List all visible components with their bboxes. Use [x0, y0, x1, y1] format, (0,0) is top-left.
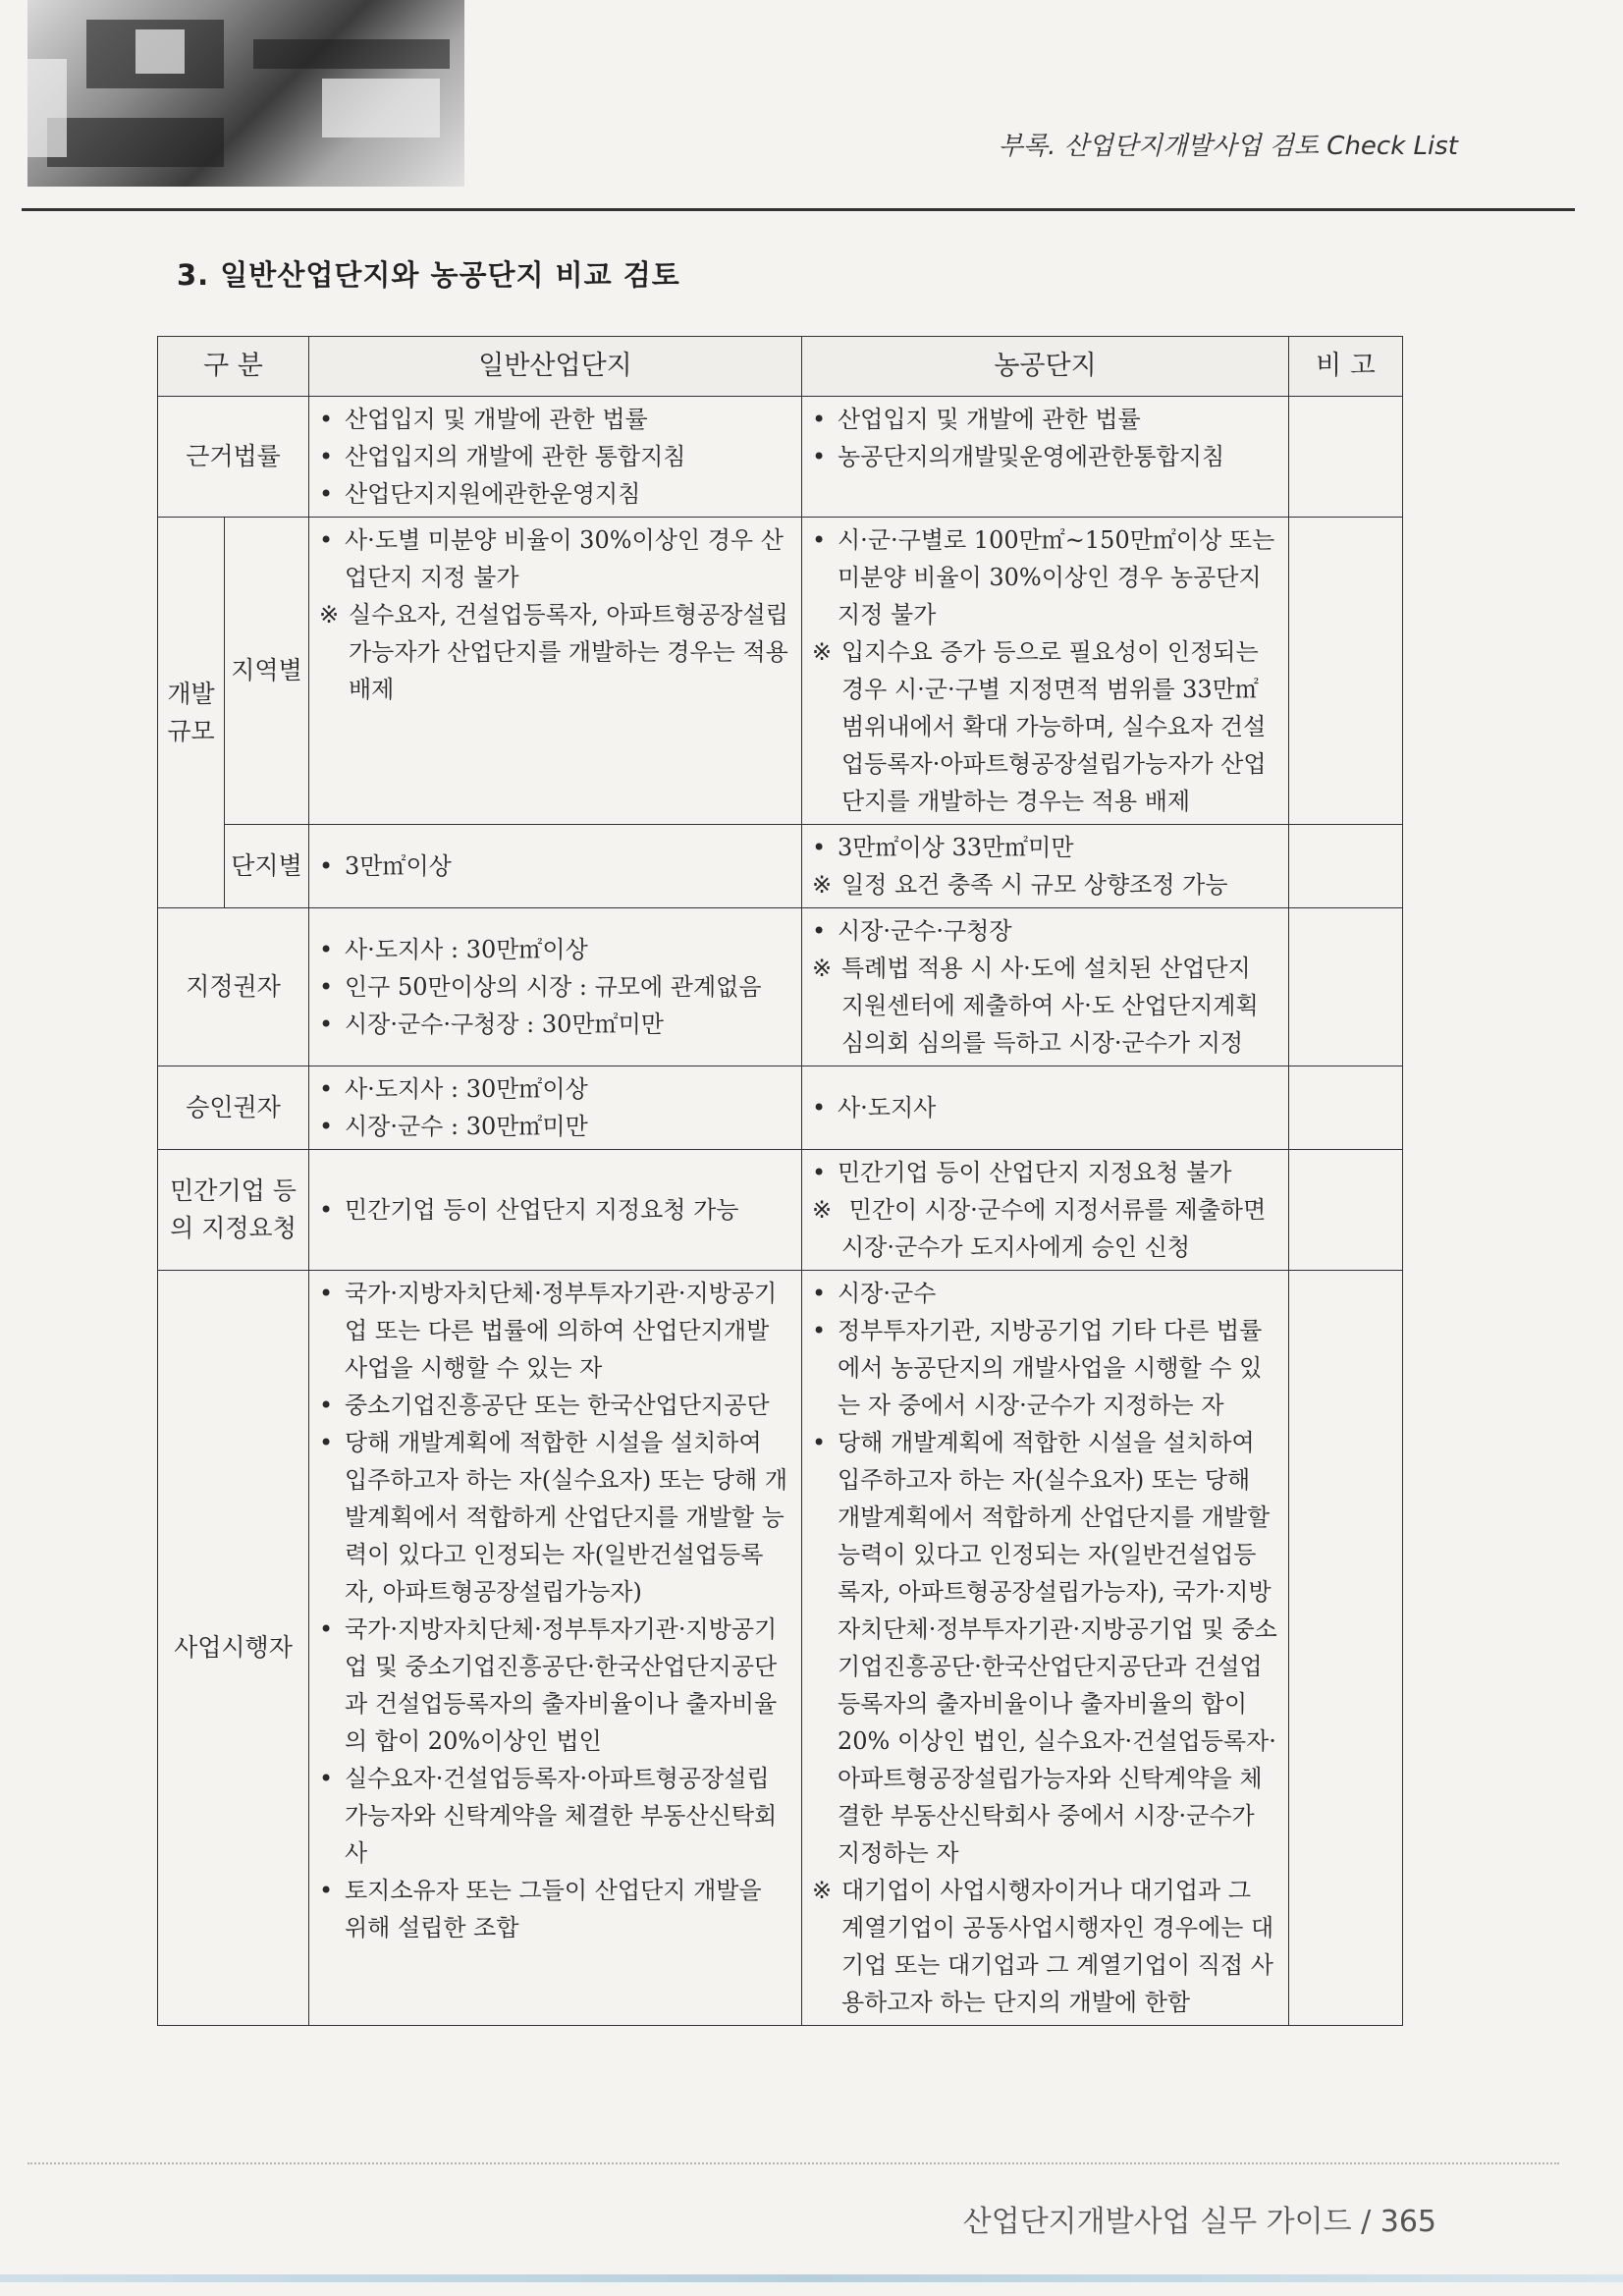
cell-remark [1289, 908, 1403, 1066]
list-item: • 산업입지 및 개발에 관한 법률 [812, 406, 1141, 433]
note-item: ※ 민간이 시장·군수에 지정서류를 제출하면 시장·군수가 도지사에게 승인 신청 [812, 1196, 1267, 1261]
list-item: • 시장·군수 : 30만㎡미만 [319, 1113, 588, 1140]
cell-designation-agro [802, 908, 1289, 1066]
list-item: • 국가·지방자치단체·정부투자기관·지방공기업 및 중소기업진흥공단·한국산업단지공단과 건설업등록자의 출자비율이나 출자비율의 합이 20%이상인 법인 [319, 1615, 778, 1755]
list-item: • 사·도지사 : 30만㎡이상 [319, 936, 588, 963]
footer-page-label: 산업단지개발사업 실무 가이드 / 365 [962, 2205, 1436, 2239]
cell-region-agro [802, 518, 1289, 825]
list-item: • 시장·군수 [812, 1280, 937, 1307]
row-label-designation: 지정권자 [158, 908, 309, 1066]
cell-designation-general [309, 908, 802, 1066]
cell-basis-general [309, 397, 802, 518]
table-row [158, 825, 1403, 908]
table-row [158, 1150, 1403, 1271]
list-item: • 3만㎡이상 [319, 852, 452, 880]
row-label-operator: 사업시행자 [158, 1271, 309, 2026]
list-item: • 산업입지의 개발에 관한 통합지침 [319, 443, 686, 470]
note-item: ※ 실수요자, 건설업등록자, 아파트형공장설립가능자가 산업단지를 개발하는 경우는 적용 배제 [319, 601, 788, 703]
row-label-private-request: 민간기업 등의 지정요청 [158, 1150, 309, 1271]
list-item: • 산업단지지원에관한운영지침 [319, 480, 641, 508]
row-label-region: 지역별 [225, 518, 309, 825]
cell-approval-general [309, 1066, 802, 1150]
list-item: • 농공단지의개발및운영에관한통합지침 [812, 443, 1225, 470]
list-item: • 시장·군수·구청장 [812, 917, 1012, 945]
header-photo [27, 0, 464, 187]
table-row [158, 518, 1403, 825]
header-agro-complex: 농공단지 [802, 337, 1289, 397]
cell-complex-agro [802, 825, 1289, 908]
cell-remark [1289, 518, 1403, 825]
table-row [158, 397, 1403, 518]
header-category: 구 분 [158, 337, 309, 397]
list-item: • 당해 개발계획에 적합한 시설을 설치하여 입주하고자 하는 자(실수요자) 또는 당해 개발계획에서 적합하게 산업단지를 개발할 능력이 있다고 인정되는 자(일반건설업등록자, 아파트형공장설립가능자) [319, 1429, 787, 1606]
list-item: • 민간기업 등이 산업단지 지정요청 가능 [319, 1196, 739, 1224]
list-item: • 시장·군수·구청장 : 30만㎡미만 [319, 1011, 664, 1038]
list-item: • 토지소유자 또는 그들이 산업단지 개발을 위해 설립한 조합 [319, 1877, 762, 1941]
cell-remark [1289, 397, 1403, 518]
cell-complex-general [309, 825, 802, 908]
cell-private-request-general [309, 1150, 802, 1271]
table-row [158, 1066, 1403, 1150]
row-label-complex: 단지별 [225, 825, 309, 908]
cell-region-general [309, 518, 802, 825]
comparison-table [157, 336, 1403, 2026]
table-header-row [158, 337, 1403, 397]
list-item: • 당해 개발계획에 적합한 시설을 설치하여 입주하고자 하는 자(실수요자) 또는 당해 개발계획에서 적합하게 산업단지를 개발할 능력이 있다고 인정되는 자(일반건설업등록자, 아파트형공장설립가능자), 국가·지방자치단체·정부투자기관·지방공기업 및 중소기업진흥공단·한국산업단지공단과 건설업등록자의 출자비율이나 출자비율의 합이 20% 이상인 법인, 실수요자·건설업등록자·아파트형공장설립가능자와 신탁계약을 체결한 부동산신탁회사 중에서 시장·군수가 지정하는 자 [812, 1429, 1277, 1867]
cell-private-request-agro [802, 1150, 1289, 1271]
cell-remark [1289, 1066, 1403, 1150]
cell-remark [1289, 825, 1403, 908]
row-label-scale: 개발 규모 [158, 518, 225, 908]
list-item: • 민간기업 등이 산업단지 지정요청 불가 [812, 1159, 1232, 1186]
list-item: • 사·도지사 : 30만㎡이상 [319, 1075, 588, 1103]
note-item: ※ 일정 요건 충족 시 규모 상향조정 가능 [812, 871, 1228, 899]
cell-operator-agro [802, 1271, 1289, 2026]
header-title: 부록. 산업단지개발사업 검토 Check List [998, 132, 1458, 161]
list-item: • 산업입지 및 개발에 관한 법률 [319, 406, 648, 433]
cell-approval-agro [802, 1066, 1289, 1150]
table-row [158, 1271, 1403, 2026]
list-item: • 중소기업진흥공단 또는 한국산업단지공단 [319, 1392, 770, 1419]
list-item: • 실수요자·건설업등록자·아파트형공장설립가능자와 신탁계약을 체결한 부동산신탁회사 [319, 1765, 778, 1867]
header-remark: 비 고 [1289, 337, 1403, 397]
header-general-complex: 일반산업단지 [309, 337, 802, 397]
list-item: • 3만㎡이상 33만㎡미만 [812, 834, 1074, 861]
list-item: • 정부투자기관, 지방공기업 기타 다른 법률에서 농공단지의 개발사업을 시행할 수 있는 자 중에서 시장·군수가 지정하는 자 [812, 1317, 1263, 1419]
list-item: • 시·군·구별로 100만㎡~150만㎡이상 또는 미분양 비율이 30%이상인 경우 농공단지 지정 불가 [812, 526, 1275, 629]
section-title: 3. 일반산업단지와 농공단지 비교 검토 [177, 258, 680, 292]
bottom-band [0, 2274, 1623, 2282]
note-item: ※ 특례법 적용 시 사·도에 설치된 산업단지 지원센터에 제출하여 사·도 산업단지계획 심의회 심의를 득하고 시장·군수가 지정 [812, 955, 1259, 1057]
list-item: • 국가·지방자치단체·정부투자기관·지방공기업 또는 다른 법률에 의하여 산업단지개발사업을 시행할 수 있는 자 [319, 1280, 778, 1382]
list-item: • 인구 50만이상의 시장 : 규모에 관계없음 [319, 973, 762, 1001]
note-item: ※ 대기업이 사업시행자이거나 대기업과 그 계열기업이 공동사업시행자인 경우에는 대기업 또는 대기업과 그 계열기업이 직접 사용하고자 하는 단지의 개발에 한함 [812, 1877, 1274, 2016]
table-row [158, 908, 1403, 1066]
list-item: • 사·도지사 [812, 1094, 937, 1121]
cell-remark [1289, 1150, 1403, 1271]
row-label-basis: 근거법률 [158, 397, 309, 518]
cell-remark [1289, 1271, 1403, 2026]
row-label-approval: 승인권자 [158, 1066, 309, 1150]
cell-basis-agro [802, 397, 1289, 518]
footer-divider [27, 2162, 1559, 2164]
cell-operator-general [309, 1271, 802, 2026]
note-item: ※ 입지수요 증가 등으로 필요성이 인정되는 경우 시·군·구별 지정면적 범위를 33만㎡ 범위내에서 확대 가능하며, 실수요자 건설업등록자·아파트형공장설립가능자가 산업단지를 개발하는 경우는 적용 배제 [812, 638, 1267, 815]
header-divider [22, 208, 1575, 211]
list-item: • 사·도별 미분양 비율이 30%이상인 경우 산업단지 지정 불가 [319, 526, 784, 591]
